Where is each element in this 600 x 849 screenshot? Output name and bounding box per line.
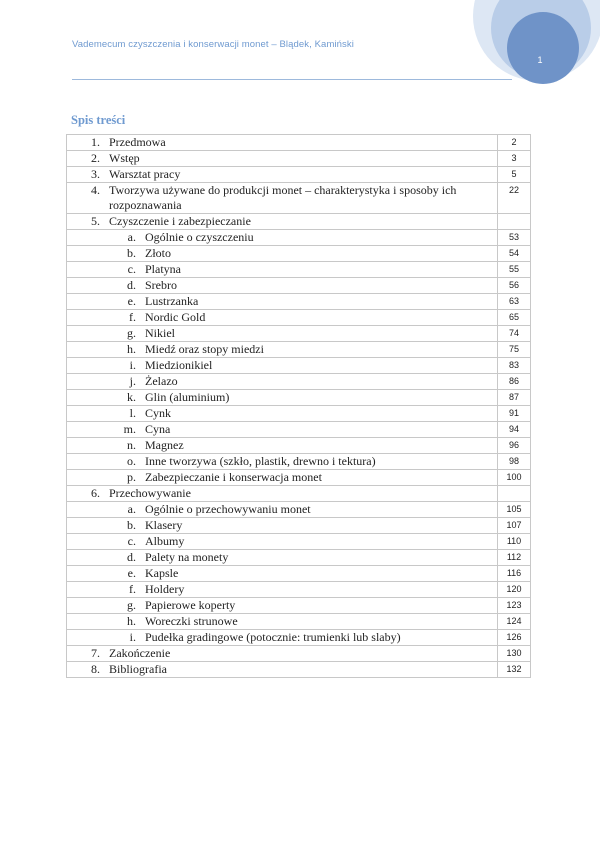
toc-row <box>67 278 531 294</box>
header-divider <box>72 79 512 80</box>
toc-entry-cell <box>67 326 498 342</box>
toc-page-number: 132 <box>498 662 531 678</box>
toc-entry[interactable] <box>67 662 497 677</box>
toc-row <box>67 518 531 534</box>
toc-entry-number: 8. <box>91 662 100 676</box>
toc-page-number: 87 <box>498 390 531 406</box>
toc-entry-title: Nordic Gold <box>145 310 206 324</box>
toc-row <box>67 566 531 582</box>
toc-entry-number: k. <box>127 390 136 404</box>
toc-entry-cell <box>67 566 498 582</box>
toc-entry-title: Żelazo <box>145 374 178 388</box>
toc-page-number: 120 <box>498 582 531 598</box>
toc-entry-title: Holdery <box>145 582 185 596</box>
running-header-title: Vademecum czyszczenia i konserwacji monet – Blądek, Kamiński <box>72 39 354 50</box>
toc-entry-number: a. <box>127 502 136 516</box>
toc-page-number: 54 <box>498 246 531 262</box>
toc-entry[interactable] <box>67 438 497 453</box>
toc-entry-number: h. <box>127 342 136 356</box>
toc-entry-cell <box>67 294 498 310</box>
toc-entry-title: Inne tworzywa (szkło, plastik, drewno i tektura) <box>145 454 376 468</box>
toc-row <box>67 262 531 278</box>
toc-page-number: 3 <box>498 151 531 167</box>
toc-entry-cell <box>67 310 498 326</box>
toc-row <box>67 486 531 502</box>
toc-entry-cell <box>67 582 498 598</box>
toc-page-number: 22 <box>498 183 531 214</box>
toc-entry-cell <box>67 406 498 422</box>
toc-entry-cell <box>67 358 498 374</box>
page-number: 1 <box>537 55 543 65</box>
toc-entry[interactable] <box>67 390 497 405</box>
toc-entry-title: Kapsle <box>145 566 179 580</box>
toc-row <box>67 630 531 646</box>
toc-entry-number: 5. <box>91 214 100 228</box>
toc-heading: Spis treści <box>71 113 126 127</box>
toc-entry-cell <box>67 183 498 214</box>
toc-entry-cell <box>67 630 498 646</box>
toc-entry-title: Warsztat pracy <box>109 167 181 181</box>
toc-entry-title: Palety na monety <box>145 550 229 564</box>
toc-row <box>67 230 531 246</box>
toc-entry-number: d. <box>127 278 136 292</box>
toc-entry-cell <box>67 246 498 262</box>
toc-page-number: 100 <box>498 470 531 486</box>
toc-entry-number: 3. <box>91 167 100 181</box>
toc-entry-cell <box>67 230 498 246</box>
toc-entry-cell <box>67 518 498 534</box>
toc-entry[interactable] <box>67 422 497 437</box>
toc-entry-cell <box>67 374 498 390</box>
toc-entry[interactable] <box>67 406 497 421</box>
toc-entry[interactable] <box>67 598 497 613</box>
toc-entry-cell <box>67 135 498 151</box>
toc-page-number: 53 <box>498 230 531 246</box>
toc-entry-title: Czyszczenie i zabezpieczanie <box>109 214 251 228</box>
toc-row <box>67 406 531 422</box>
toc-entry-cell <box>67 502 498 518</box>
toc-entry[interactable] <box>67 326 497 341</box>
toc-entry-number: a. <box>127 230 136 244</box>
toc-entry-title: Złoto <box>145 246 171 260</box>
toc-entry-title: Klasery <box>145 518 183 532</box>
toc-page-number: 91 <box>498 406 531 422</box>
toc-entry-title: Zabezpieczanie i konserwacja monet <box>145 470 322 484</box>
toc-entry-number: f. <box>129 310 136 324</box>
toc-entry-cell <box>67 342 498 358</box>
toc-entry-number: e. <box>127 294 136 308</box>
toc-entry[interactable] <box>67 582 497 597</box>
toc-row <box>67 614 531 630</box>
toc-row <box>67 662 531 678</box>
toc-row <box>67 534 531 550</box>
toc-entry-title: Albumy <box>145 534 185 548</box>
toc-entry-number: l. <box>129 406 136 420</box>
toc-entry-number: d. <box>127 550 136 564</box>
toc-entry-cell <box>67 646 498 662</box>
toc-entry-number: 7. <box>91 646 100 660</box>
toc-page-number: 63 <box>498 294 531 310</box>
toc-page-number: 83 <box>498 358 531 374</box>
toc-row <box>67 151 531 167</box>
toc-entry-title: Zakończenie <box>109 646 171 660</box>
toc-entry[interactable] <box>67 167 497 182</box>
toc-entry-cell <box>67 438 498 454</box>
toc-page-number: 130 <box>498 646 531 662</box>
toc-entry-cell <box>67 454 498 470</box>
toc-entry-cell <box>67 214 498 230</box>
toc-row <box>67 135 531 151</box>
toc-entry-cell <box>67 151 498 167</box>
toc-entry-title: Pudełka gradingowe (potocznie: trumienki lub slaby) <box>145 630 401 644</box>
toc-entry-number: 6. <box>91 486 100 500</box>
toc-page-number: 94 <box>498 422 531 438</box>
toc-row <box>67 246 531 262</box>
toc-entry-cell <box>67 167 498 183</box>
toc-entry[interactable] <box>67 310 497 325</box>
toc-page-number: 74 <box>498 326 531 342</box>
toc-page-number <box>498 486 531 502</box>
toc-entry-title: Przedmowa <box>109 135 166 149</box>
toc-entry-number: i. <box>129 630 136 644</box>
toc-row <box>67 422 531 438</box>
toc-entry-number: 2. <box>91 151 100 165</box>
toc-row <box>67 438 531 454</box>
toc-row <box>67 582 531 598</box>
toc-row <box>67 167 531 183</box>
toc-entry-title: Ogólnie o czyszczeniu <box>145 230 254 244</box>
toc-entry-title: Tworzywa używane do produkcji monet – charakterystyka i sposoby ich rozpoznawania <box>109 183 457 212</box>
toc-row <box>67 310 531 326</box>
toc-page-number: 126 <box>498 630 531 646</box>
toc-page-number: 75 <box>498 342 531 358</box>
toc-entry-title: Lustrzanka <box>145 294 199 308</box>
toc-entry[interactable] <box>67 486 497 501</box>
toc-entry-number: b. <box>127 246 136 260</box>
toc-entry-cell <box>67 470 498 486</box>
toc-entry[interactable] <box>67 518 497 533</box>
toc-entry[interactable] <box>67 246 497 261</box>
toc-page-number <box>498 214 531 230</box>
toc-row <box>67 598 531 614</box>
toc-entry-title: Przechowywanie <box>109 486 191 500</box>
toc-page-number: 5 <box>498 167 531 183</box>
toc-entry-number: n. <box>127 438 136 452</box>
toc-entry[interactable] <box>67 358 497 373</box>
toc-entry-number: b. <box>127 518 136 532</box>
toc-entry-title: Miedź oraz stopy miedzi <box>145 342 264 356</box>
toc-page-number: 96 <box>498 438 531 454</box>
toc-entry-number: 4. <box>91 183 100 197</box>
toc-page-number: 56 <box>498 278 531 294</box>
toc-row <box>67 358 531 374</box>
toc-row <box>67 470 531 486</box>
toc-entry-number: j. <box>129 374 136 388</box>
toc-entry[interactable] <box>67 230 497 245</box>
toc-entry-cell <box>67 662 498 678</box>
toc-entry-title: Glin (aluminium) <box>145 390 230 404</box>
toc-row <box>67 390 531 406</box>
toc-page-number: 116 <box>498 566 531 582</box>
toc-entry[interactable] <box>67 502 497 517</box>
toc-row <box>67 294 531 310</box>
toc-entry-title: Magnez <box>145 438 184 452</box>
toc-page-number: 98 <box>498 454 531 470</box>
toc-row <box>67 183 531 214</box>
toc-entry[interactable] <box>67 294 497 309</box>
toc-entry[interactable] <box>67 534 497 549</box>
toc-entry-number: e. <box>127 566 136 580</box>
toc-page-number: 107 <box>498 518 531 534</box>
toc-entry[interactable] <box>67 550 497 565</box>
header-decoration <box>0 0 600 120</box>
toc-row <box>67 502 531 518</box>
toc-entry-title: Wstęp <box>109 151 140 165</box>
toc-entry[interactable] <box>67 614 497 629</box>
toc-entry-number: c. <box>127 534 136 548</box>
toc-entry-number: c. <box>127 262 136 276</box>
toc-entry-cell <box>67 390 498 406</box>
toc-page-number: 55 <box>498 262 531 278</box>
toc-entry-title: Ogólnie o przechowywaniu monet <box>145 502 311 516</box>
toc-page-number: 86 <box>498 374 531 390</box>
toc-entry-number: f. <box>129 582 136 596</box>
toc-entry-title: Papierowe koperty <box>145 598 236 612</box>
toc-row <box>67 342 531 358</box>
toc-entry[interactable] <box>67 646 497 661</box>
toc-entry[interactable] <box>67 135 497 150</box>
toc-page-number: 65 <box>498 310 531 326</box>
toc-entry-title: Srebro <box>145 278 177 292</box>
toc-entry[interactable] <box>67 278 497 293</box>
toc-row <box>67 214 531 230</box>
toc-page-number: 110 <box>498 534 531 550</box>
toc-entry-title: Miedzionikiel <box>145 358 213 372</box>
toc-entry-number: p. <box>127 470 136 484</box>
toc-entry-cell <box>67 278 498 294</box>
toc-entry[interactable] <box>67 566 497 581</box>
toc-page-number: 2 <box>498 135 531 151</box>
table-of-contents <box>66 134 531 678</box>
toc-entry[interactable] <box>67 374 497 389</box>
toc-entry-cell <box>67 614 498 630</box>
toc-entry-title: Woreczki strunowe <box>145 614 238 628</box>
toc-entry[interactable] <box>67 262 497 277</box>
toc-page-number: 112 <box>498 550 531 566</box>
toc-entry-title: Bibliografia <box>109 662 167 676</box>
toc-entry-title: Cynk <box>145 406 172 420</box>
toc-row <box>67 374 531 390</box>
toc-page-number: 105 <box>498 502 531 518</box>
toc-entry-cell <box>67 550 498 566</box>
toc-row <box>67 550 531 566</box>
toc-entry-cell <box>67 534 498 550</box>
toc-entry[interactable] <box>67 454 497 469</box>
toc-entry[interactable] <box>67 151 497 166</box>
toc-entry-cell <box>67 598 498 614</box>
toc-page-number: 124 <box>498 614 531 630</box>
toc-entry-title: Platyna <box>145 262 181 276</box>
toc-entry-title: Cyna <box>145 422 171 436</box>
toc-entry-number: i. <box>129 358 136 372</box>
toc-entry-number: g. <box>127 326 136 340</box>
toc-entry-number: o. <box>127 454 136 468</box>
toc-row <box>67 326 531 342</box>
toc-entry-number: 1. <box>91 135 100 149</box>
toc-entry-cell <box>67 422 498 438</box>
toc-entry[interactable] <box>67 470 497 485</box>
toc-entry-cell <box>67 486 498 502</box>
toc-entry-number: h. <box>127 614 136 628</box>
toc-row <box>67 454 531 470</box>
toc-entry-number: m. <box>123 422 136 436</box>
toc-entry[interactable] <box>67 630 497 645</box>
toc-page-number: 123 <box>498 598 531 614</box>
toc-entry[interactable] <box>67 214 497 229</box>
toc-row <box>67 646 531 662</box>
toc-entry-number: g. <box>127 598 136 612</box>
toc-entry-title: Nikiel <box>145 326 175 340</box>
toc-entry-cell <box>67 262 498 278</box>
toc-entry[interactable] <box>67 183 497 213</box>
toc-entry[interactable] <box>67 342 497 357</box>
